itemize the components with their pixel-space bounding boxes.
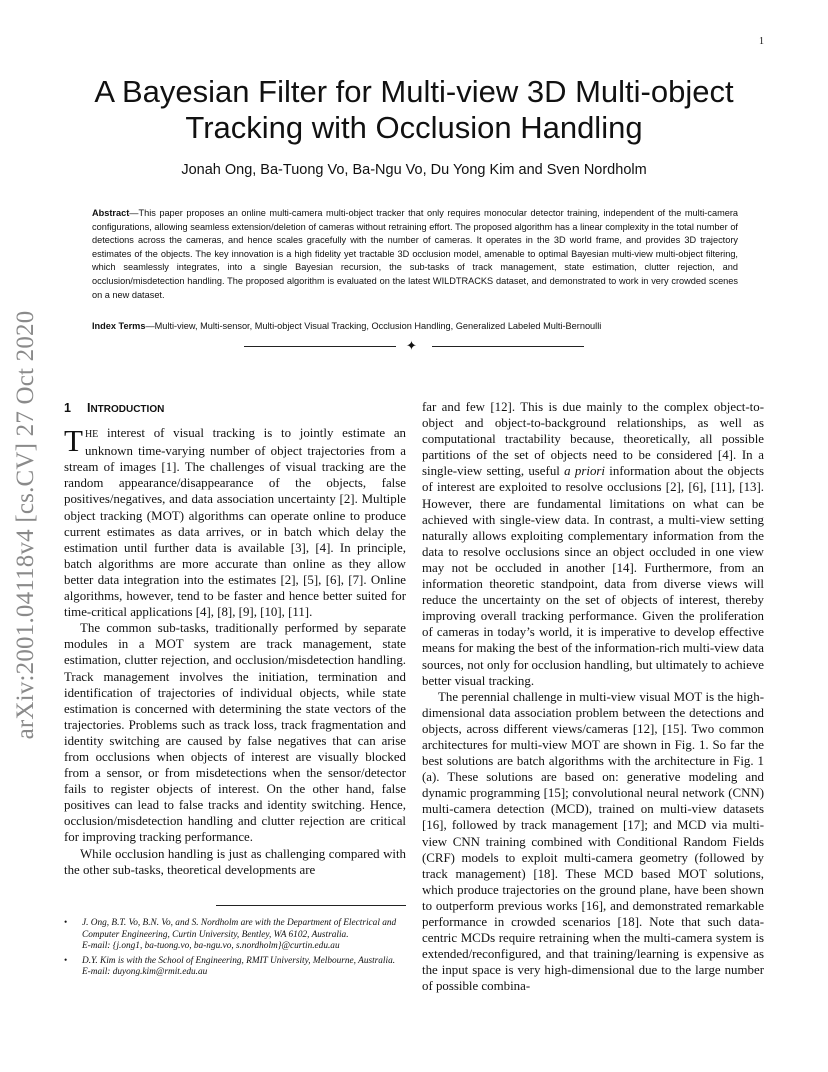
footnote-text: J. Ong, B.T. Vo, B.N. Vo, and S. Nordholm are with the Department of Electrical and Computer Engineering, Curtin University, Bentley, WA 6102, Australia. — [82, 918, 397, 940]
intro-paragraph-1 — [64, 425, 406, 620]
index-terms-label: Index Terms — [92, 321, 146, 331]
footnote-email: E-mail: duyong.kim@rmit.edu.au — [82, 967, 208, 978]
index-terms-text: —Multi-view, Multi-sensor, Multi-object Visual Tracking, Occlusion Handling, Generalized Labeled Multi-Bernoulli — [145, 321, 602, 331]
arxiv-identifier-stamp — [4, 290, 48, 760]
section-heading-introduction — [64, 400, 406, 418]
intro-paragraph-4-part-1: far and few [12]. This is due mainly to the complex object-to-object and object-to-background relationships, as well as computational tractability because, theoretically, all possible partitions of the set of objects need to be considered [4]. In a single-view setting, useful — [422, 400, 764, 479]
footnotes — [64, 918, 406, 982]
intro-paragraph-1-text: interest of visual tracking is to jointly estimate an unknown time-varying number of object trajectories from a stream of images [1]. The challenges of visual tracking are the random appearance/disappearance of the objects, false positives/negatives, and data association uncertainty [2]. Multiple object tracking (MOT) algorithms can operate online to produce current estimates as data arrives, or in batch which delay the estimation until further data is available [3], [4]. In principle, batch algorithms are more accurate than online as they allow better data integration into the estimates [2], [5], [6], [7]. Online algorithms, however, tend to be faster and hence better suited for time-critical applications [4], [8], [9], [10], [11]. — [64, 426, 406, 620]
intro-paragraph-3: While occlusion handling is just as challenging compared with the other sub-tasks, theoretical developments are — [64, 846, 406, 877]
separator-rule-right — [432, 346, 584, 347]
section-title-rest: NTRODUCTION — [90, 404, 165, 415]
separator-rule-left — [244, 346, 396, 347]
title-line-2: Tracking with Occlusion Handling — [185, 110, 643, 145]
left-column — [64, 400, 406, 878]
intro-paragraph-5: The perennial challenge in multi-view visual MOT is the high-dimensional data association problem between the detections and objects, across different views/cameras [12], [15]. Two common architectures for multi-view MOT are shown in Fig. 1. So far the best solutions are batch algorithms with the architecture in Fig. 1 (a). These solutions are based on: generative modeling and dynamic programming [15]; convolutional neural network (CNN) multi-camera detection (MCD), trained on multi-view datasets [16], followed by track management [17]; and MCD via multi-view CNN training combined with Conditional Random Fields (CRF) models to exploit multi-camera geometry (followed by track management) [18]. These MCD based MOT solutions, which produce trajectories on the ground plane, have been shown to outperform previous works [16], and demonstrated remarkable performance in crowded scenarios [18]. Note that such data-centric MCDs require retraining when the multi-camera system is extended/reconfigured, and that training/learning is expensive as the input space is very high-dimensional due to the large number of possible combina- — [422, 689, 764, 994]
abstract — [92, 207, 738, 302]
arxiv-identifier-text: arXiv:2001.04118v4 [cs.CV] 27 Oct 2020 — [12, 310, 39, 740]
footnote-bullet: • — [64, 955, 68, 966]
drop-cap-smallcaps: HE — [84, 429, 99, 441]
footnote-affiliation-curtin — [64, 918, 406, 953]
section-title-initial: I — [86, 401, 91, 415]
abstract-text: —This paper proposes an online multi-camera multi-object tracker that only requires monocular detector training, independent of the multi-camera configurations, allowing seamless extension/deletion of cameras without retraining effort. The proposed algorithm has a linear complexity in the total number of detections across the cameras, and hence scales gracefully with the number of cameras. It operates in the 3D world frame, and provides 3D trajectory estimates of the objects. The key innovation is a high fidelity yet tractable 3D occlusion model, amenable to optimal Bayesian multi-view multi-object filtering, which seamlessly integrates, into a single Bayesian recursion, the sub-tasks of track management, state estimation, clutter rejection, and occlusion/misdetection handling. The proposed algorithm is evaluated on the latest WILDTRACKS dataset, and demonstrated to work in very crowded scenes on a new dataset. — [92, 208, 738, 300]
page-number: 1 — [759, 36, 764, 47]
footnote-email: E-mail: {j.ong1, ba-tuong.vo, ba-ngu.vo, s.nordholm}@curtin.edu.au — [82, 941, 340, 952]
title-line-1: A Bayesian Filter for Multi-view 3D Multi-object — [94, 74, 734, 109]
index-terms — [92, 320, 738, 334]
right-column — [422, 399, 764, 994]
section-number: 1 — [64, 401, 71, 415]
footnote-text: D.Y. Kim is with the School of Engineering, RMIT University, Melbourne, Australia. — [82, 955, 396, 966]
footnote-divider — [216, 905, 406, 906]
intro-paragraph-4-part-2: information about the objects of interest are exploited to resolve occlusions [2], [6], [11], [13]. However, there are fundamental limitations on what can be achieved with single-view data. In contrast, a multi-view setting naturally allows exploiting complementary information from the data to resolve occlusions since an object occluded in one view may not be occluded in another [14]. Furthermore, from an information theoretic standpoint, data from diverse views will reduce the uncertainty on the set of objects of interest, thereby improving overall tracking performance. Given the proliferation of cameras in today’s world, it is imperative to develop effective means for making the best of the information-rich multi-view data sources, not only for occlusion handling, but ultimately to achieve better visual tracking. — [422, 464, 764, 688]
separator-diamond-icon: ✦ — [406, 338, 417, 353]
footnote-bullet: • — [64, 918, 68, 928]
a-priori-emphasis: a priori — [564, 464, 605, 479]
header-separator — [244, 339, 584, 355]
author-list: Jonah Ong, Ba-Tuong Vo, Ba-Ngu Vo, Du Yong Kim and Sven Nordholm — [181, 162, 647, 178]
intro-paragraph-2: The common sub-tasks, traditionally performed by separate modules in a MOT system are track management, state estimation, clutter rejection, and occlusion/misdetection handling. Track management involves the initiation, termination and identification of trajectories of individual objects, while state estimation is concerned with determining the state vectors of the trajectories. Problems such as track loss, track fragmentation and identity switching are caused by false negatives that can arise from occlusions when objects of interest are visually blocked from a sensor, or from misdetections when the sensor/detector fails to register objects of interest. On the other hand, false positives can lead to false tracks and identity switching. Hence, occlusion/misdetection handling and clutter rejection are critical for improving tracking performance. — [64, 621, 406, 845]
abstract-label: Abstract — [92, 208, 130, 218]
drop-cap: T — [64, 423, 83, 459]
footnote-affiliation-rmit — [64, 956, 406, 979]
intro-paragraph-4 — [422, 399, 764, 689]
paper-title — [60, 74, 768, 146]
